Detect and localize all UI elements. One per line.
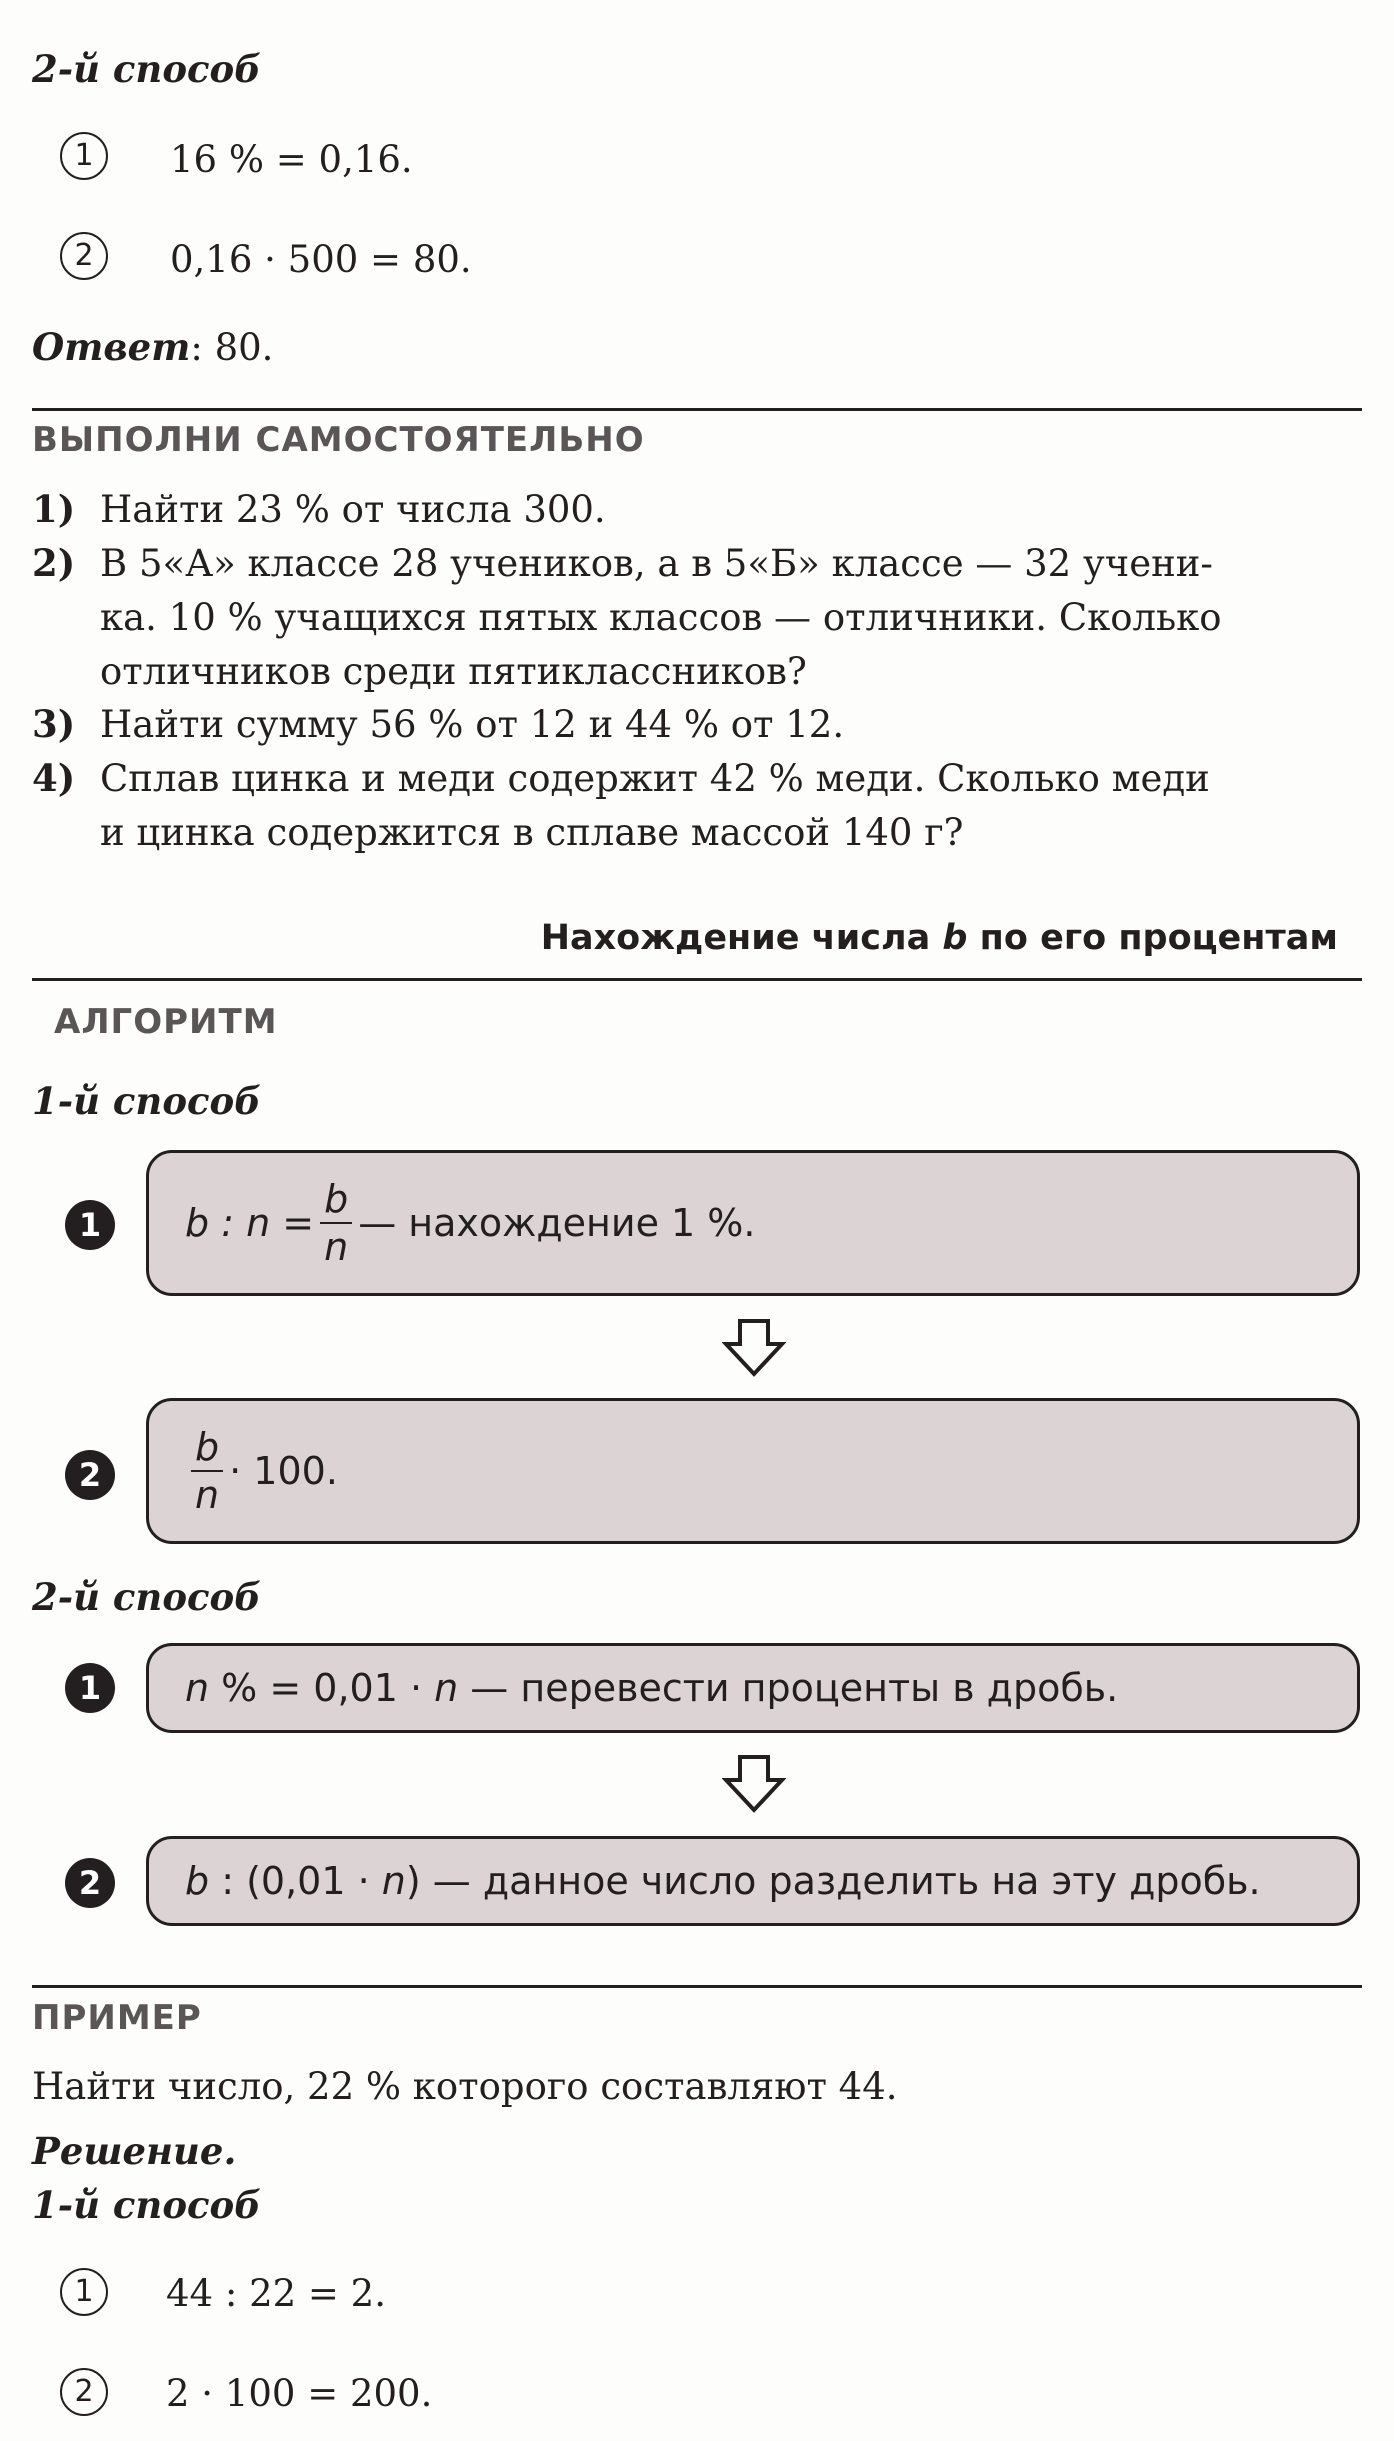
answer-line bbox=[32, 320, 273, 375]
step-text: 44 : 22 = 2. bbox=[166, 2272, 386, 2315]
solution-label: Решение. bbox=[32, 2129, 237, 2173]
step-text: 16 % = 0,16. bbox=[170, 138, 413, 181]
step-number-circle: 2 bbox=[60, 2368, 108, 2416]
method-label: 1-й способ bbox=[32, 1079, 261, 1123]
list-item: 2) В 5«А» классе 28 учеников, а в 5«Б» классе — 32 учени- ка. 10 % учащихся пятых классов — отличники. Сколько отличников среди пятиклассников? bbox=[32, 541, 1222, 693]
algorithm-step-box: b : n = $\frac{b}{n}$ — нахождение 1 %. bbox=[146, 1150, 1360, 1296]
fraction: $\frac{b}{n}$ bbox=[191, 1428, 223, 1514]
algorithm-step-box: b : (0,01 · n ) — данное число разделить на эту дробь. bbox=[146, 1836, 1360, 1926]
answer-value: : 80. bbox=[190, 326, 274, 369]
divider bbox=[32, 1985, 1362, 1988]
algorithm-step-box: n % = 0,01 · n — перевести проценты в дробь. bbox=[146, 1643, 1360, 1733]
step-number-circle: 1 bbox=[60, 2268, 108, 2316]
section-title: Нахождение числа b по его процентам bbox=[540, 918, 1338, 958]
down-arrow-icon bbox=[722, 1318, 786, 1378]
algorithm-heading: АЛГОРИТМ bbox=[54, 1002, 278, 1042]
step-bullet: 1 bbox=[65, 1200, 115, 1250]
method-label: 2-й способ bbox=[32, 1575, 261, 1619]
step-bullet: 1 bbox=[65, 1663, 115, 1713]
step-bullet: 2 bbox=[65, 1450, 115, 1500]
divider bbox=[32, 408, 1362, 411]
example-heading: ПРИМЕР bbox=[32, 1998, 202, 2038]
step-text: 2 · 100 = 200. bbox=[166, 2372, 433, 2415]
answer-label: Ответ bbox=[32, 325, 191, 369]
down-arrow-icon bbox=[722, 1754, 786, 1814]
divider bbox=[32, 978, 1362, 981]
method-label: 1-й способ bbox=[32, 2183, 261, 2227]
fraction: $\frac{b}{n}$ bbox=[320, 1180, 352, 1266]
step-number-circle: 2 bbox=[60, 232, 108, 280]
method-label: 2-й способ bbox=[32, 47, 261, 91]
list-item: 4) Сплав цинка и меди содержит 42 % меди. Сколько меди и цинка содержится в сплаве массой 140 г? bbox=[32, 756, 1210, 854]
example-problem: Найти число, 22 % которого составляют 44. bbox=[32, 2065, 898, 2108]
step-bullet: 2 bbox=[65, 1858, 115, 1908]
step-text: 0,16 · 500 = 80. bbox=[170, 238, 472, 281]
list-item: 3) Найти сумму 56 % от 12 и 44 % от 12. bbox=[32, 702, 845, 746]
step-number-circle: 1 bbox=[60, 132, 108, 180]
list-item: 1) Найти 23 % от числа 300. bbox=[32, 487, 606, 531]
exercise-heading: ВЫПОЛНИ САМОСТОЯТЕЛЬНО bbox=[32, 420, 645, 460]
algorithm-step-box: $\frac{b}{n}$ · 100. bbox=[146, 1398, 1360, 1544]
